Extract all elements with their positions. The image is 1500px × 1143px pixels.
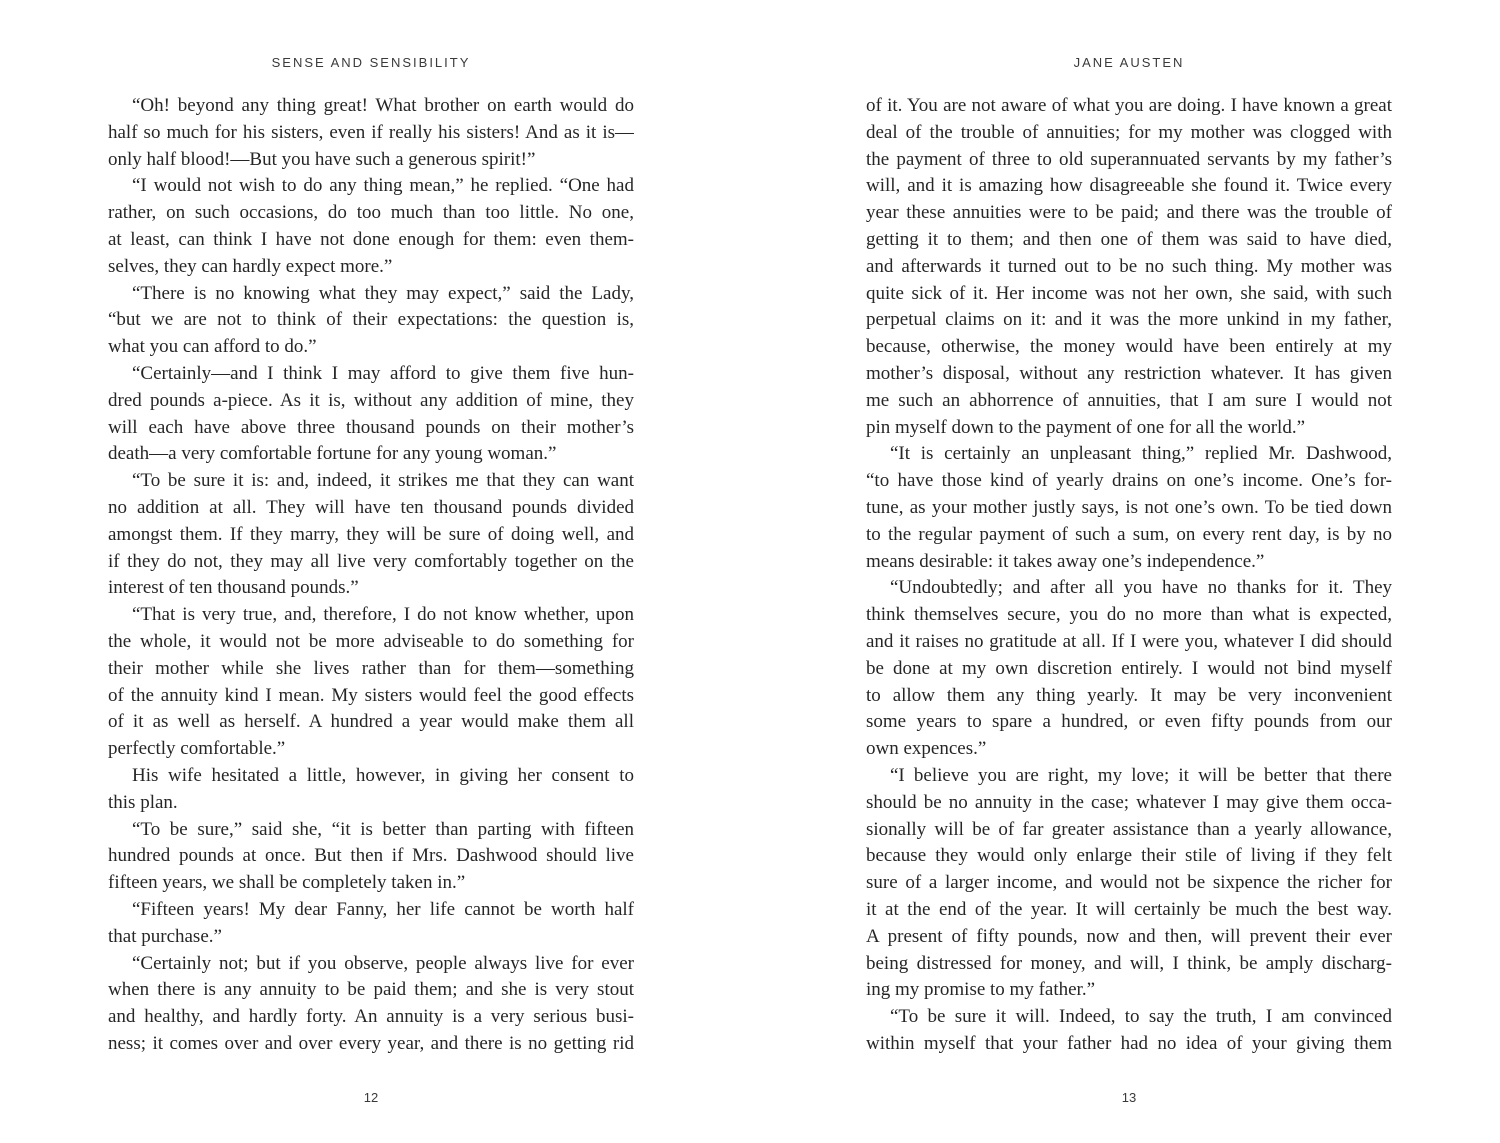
text-line: interest of ten thousand pounds.” [108,577,359,599]
text-line: getting it to them; and then one of them was said to have died, [866,228,1392,250]
text-line: death—a very comfortable fortune for any young woman.” [108,443,557,465]
text-line: means desirable: it takes away one’s independence.” [866,550,1265,572]
text-line: “to have those kind of yearly drains on one’s income. One’s for- [866,470,1392,492]
text-line: “To be sure,” said she, “it is better than parting with fifteen [132,818,634,840]
text-line: be done at my own discretion entirely. I would not bind myself [866,657,1392,679]
text-line: no addition at all. They will have ten thousand pounds divided [108,496,634,518]
text-line: hundred pounds at once. But then if Mrs. Dashwood should live [108,845,634,867]
text-line: only half blood!—But you have such a generous spirit!” [108,148,536,170]
text-line: what you can afford to do.” [108,336,317,358]
text-line: ing my promise to my father.” [866,979,1096,1001]
text-line: sure of a larger income, and would not be sixpence the richer for [866,872,1392,894]
text-line: being distressed for money, and will, I think, be amply discharg- [866,952,1392,974]
text-line: think themselves secure, you do no more than what is expected, [866,604,1392,626]
text-line: “Undoubtedly; and after all you have no thanks for it. They [890,577,1392,599]
text-line: tune, as your mother justly says, is not one’s own. To be tied down [866,496,1392,518]
text-line: “but we are not to think of their expectations: the question is, [108,309,634,331]
text-line: deal of the trouble of annuities; for my mother was clogged with [866,121,1392,143]
text-line: His wife hesitated a little, however, in giving her consent to [132,764,634,786]
text-line: fifteen years, we shall be completely taken in.” [108,872,466,894]
text-line: pin myself down to the payment of one for all the world.” [866,416,1306,438]
text-line: that purchase.” [108,925,222,947]
text-line: “Certainly—and I think I may afford to give them five hun- [132,362,634,384]
text-line: own expences.” [866,738,987,760]
text-line: me such an abhorrence of annuities, that I am sure I would not [866,389,1392,411]
text-line: “Fifteen years! My dear Fanny, her life cannot be worth half [132,898,634,920]
text-line: “To be sure it will. Indeed, to say the truth, I am convinced [890,1006,1392,1028]
text-line: will each have above three thousand pounds on their mother’s [108,416,634,438]
left-page [108,0,634,1143]
text-line: quite sick of it. Her income was not her own, she said, with such [866,282,1392,304]
text-line: “To be sure it is: and, indeed, it strikes me that they can want [132,470,634,492]
text-line: perfectly comfortable.” [108,738,286,760]
text-line: to the regular payment of such a sum, on every rent day, is by no [866,523,1392,545]
text-line: A present of fifty pounds, now and then, will prevent their ever [866,925,1392,947]
text-line: will, and it is amazing how disagreeable she found it. Twice every [866,175,1392,197]
text-line: “There is no knowing what they may expect,” said the Lady, [132,282,634,304]
text-line: should be no annuity in the case; whatever I may give them occa- [866,791,1392,813]
text-line: of it as well as herself. A hundred a year would make them all [108,711,634,733]
text-line: of it. You are not aware of what you are doing. I have known a great [866,95,1392,116]
page-number-right: 13 [1121,1090,1137,1105]
body-text-left [108,93,634,1058]
text-line: mother’s disposal, without any restriction whatever. It has given [866,362,1392,384]
text-line: “Oh! beyond any thing great! What brother on earth would do [132,95,634,116]
text-line: to allow them any thing yearly. It may be very inconvenient [866,684,1392,706]
text-line: of the annuity kind I mean. My sisters would feel the good effects [108,684,634,706]
text-line: “I believe you are right, my love; it will be better that there [890,764,1392,786]
text-line: if they do not, they may all live very comfortably together on the [108,550,634,572]
text-line: selves, they can hardly expect more.” [108,255,393,277]
text-line: rather, on such occasions, do too much than too little. No one, [108,202,634,224]
text-line: year these annuities were to be paid; and there was the trouble of [866,202,1392,224]
running-head-book-title: SENSE AND SENSIBILITY [271,55,471,70]
text-line: at least, can think I have not done enough for them: even them- [108,228,634,250]
text-line: because, otherwise, the money would have been entirely at my [866,336,1392,358]
text-line: amongst them. If they marry, they will be sure of doing well, and [108,523,634,545]
text-line: and it raises no gratitude at all. If I were you, whatever I did should [866,630,1392,652]
text-line: and afterwards it turned out to be no such thing. My mother was [866,255,1392,277]
text-line: ness; it comes over and over every year, and there is no getting rid [108,1032,634,1054]
text-line: dred pounds a-piece. As it is, without any addition of mine, they [108,389,634,411]
text-line: the payment of three to old superannuated servants by my father’s [866,148,1392,170]
text-line: within myself that your father had no idea of your giving them [866,1032,1392,1054]
text-line: half so much for his sisters, even if really his sisters! And as it is— [108,121,634,143]
text-line: the whole, it would not be more adviseable to do something for [108,630,634,652]
body-text-right [866,93,1392,1058]
text-line: “That is very true, and, therefore, I do not know whether, upon [132,604,634,626]
text-line: and healthy, and hardly forty. An annuity is a very serious busi- [108,1006,634,1028]
text-line: “It is certainly an unpleasant thing,” replied Mr. Dashwood, [890,443,1392,465]
right-page [866,0,1392,1143]
running-head-author: JANE AUSTEN [1073,55,1185,70]
text-line: perpetual claims on it: and it was the more unkind in my father, [866,309,1392,331]
text-line: their mother while she lives rather than for them—something [108,657,634,679]
text-line: some years to spare a hundred, or even fifty pounds from our [866,711,1392,733]
text-line: because they would only enlarge their stile of living if they felt [866,845,1392,867]
text-line: “I would not wish to do any thing mean,” he replied. “One had [132,175,634,197]
text-line: sionally will be of far greater assistance than a yearly allowance, [866,818,1392,840]
text-line: when there is any annuity to be paid them; and she is very stout [108,979,634,1001]
text-line: it at the end of the year. It will certainly be much the best way. [866,898,1392,920]
page-number-left: 12 [363,1090,379,1105]
text-line: “Certainly not; but if you observe, people always live for ever [132,952,634,974]
text-line: this plan. [108,791,178,813]
